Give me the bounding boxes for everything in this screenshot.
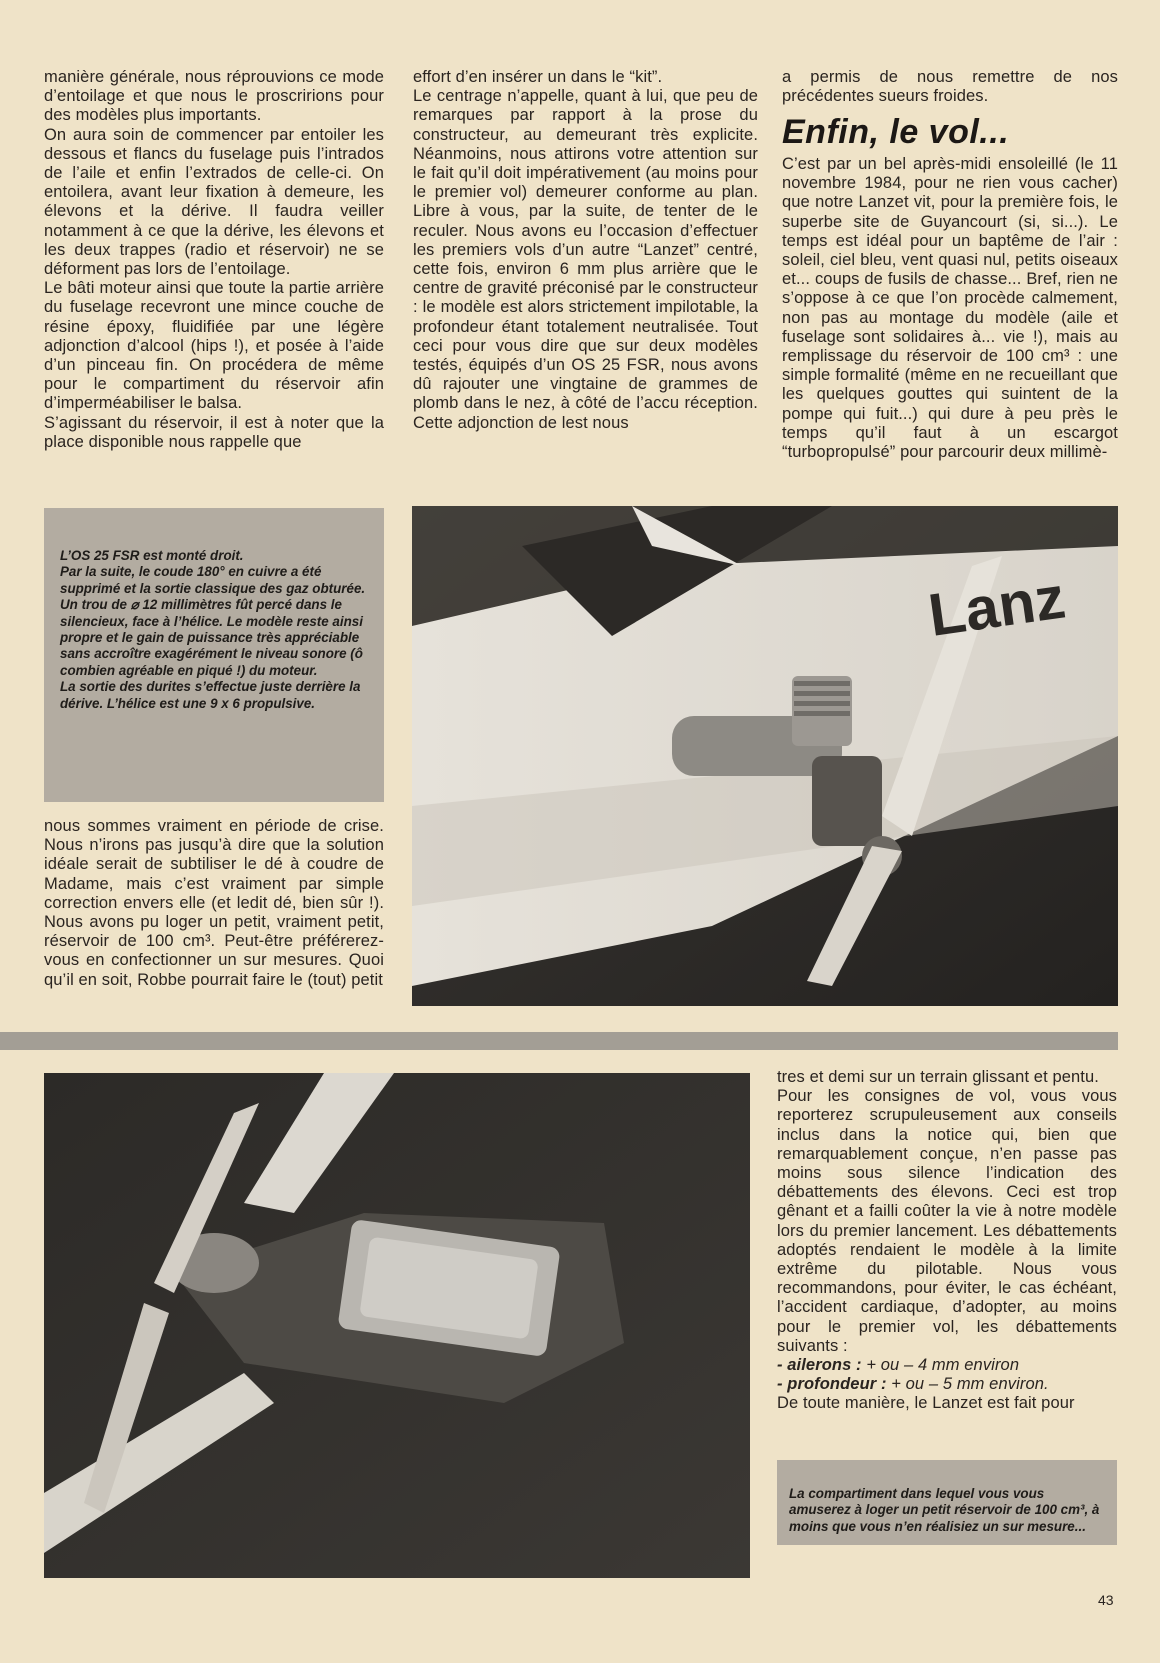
engine-caption-box <box>44 508 384 802</box>
paragraph: Pour les consignes de vol, vous vous reporterez scrupuleusement aux conseils inclus dans la notice qui, bien que remarquablement conçue, n’en passe pas moins sous silence l’indication des débattements des élevons. Ceci est trop gênant et a failli coûter la vie à notre modèle lors du premier lancement. Les débattements adoptés rendaient le modèle à la limite extrême du pilotable. Nous vous recommandons, pour éviter, le cas échéant, l’accident cardiaque, d’adopter, au moins pour le premier vol, les débattements suivants : <box>777 1087 1117 1355</box>
engine-photo-image <box>412 506 1118 1006</box>
text-column-3 <box>782 68 1118 106</box>
section-divider-band <box>0 1032 1118 1050</box>
paragraph: S’agissant du réservoir, il est à noter que la place disponible nous rappelle que <box>44 413 384 451</box>
section-heading: Enfin, le vol... <box>782 113 1010 151</box>
text-column-4 <box>44 817 384 990</box>
page-number: 43 <box>1098 1592 1114 1608</box>
paragraph: manière générale, nous réprouvions ce mode d’entoilage et que nous le proscririons pour des modèles plus importants. <box>44 68 384 125</box>
tank-compartment-photo <box>44 1073 750 1578</box>
setting-value: + ou – 5 mm environ. <box>891 1375 1049 1394</box>
paragraph: De toute manière, le Lanzet est fait pour <box>777 1394 1075 1413</box>
caption-line: L’OS 25 FSR est monté droit. <box>60 548 244 563</box>
paragraph: Le bâti moteur ainsi que toute la partie arrière du fuselage recevront une mince couche de résine époxy, fluidifiée par une légère adjonction d’alcool (hips !), et posée à l’aide d’un pinceau fin. On procédera de même pour le compartiment du réservoir afin d’imperméabiliser le balsa. <box>44 279 384 413</box>
paragraph: tres et demi sur un terrain glissant et pentu. <box>777 1068 1099 1086</box>
engine-photo <box>412 506 1118 1006</box>
paragraph: C’est par un bel après-midi ensoleillé (le 11 novembre 1984, pour ne rien vous cacher) que notre Lanzet vit, pour la première fois, le superbe site de Guyancourt (si, si...). Le temps est idéal pour un baptême de l’air : soleil, ciel bleu, vent quasi nul, petits oiseaux et... coups de fusils de chasse... Bref, rien ne s’oppose à ce que l’on procède calmement, non pas au montage du modèle (aile et fuselage sont solidaires à... vie !), mais au remplissage du réservoir de 100 cm³ : une simple formalité (même en ne recueillant que les quelques gouttes qui suintent de la pompe qui fuit...) qui dure à peu près le temps qu’il faut à un escargot “turbopropulsé” pour parcourir deux millimè- <box>782 155 1118 462</box>
setting-profondeur <box>777 1375 1117 1394</box>
paragraph: On aura soin de commencer par entoiler les dessous et flancs du fuselage puis l’intrados de l’aile et enfin l’extrados de celle-ci. On entoilera, avant leur fixation à demeure, les élevons et la dérive. Il faudra veiller notamment à ce que la dérive, les élevons et les deux trappes (radio et réservoir) ne se déforment pas lors de l’entoilage. <box>44 125 384 279</box>
setting-label: - ailerons : <box>777 1356 862 1375</box>
paragraph: a permis de nous remettre de nos précédentes sueurs froides. <box>782 68 1118 106</box>
paragraph: nous sommes vraiment en période de crise. Nous n’irons pas jusqu’à dire que la solution idéale serait de subtiliser le dé à coudre de Madame, mais c’est vraiment par simple correction envers elle (et ledit dé, bien sûr !). Nous avons pu loger un petit, vraiment petit, réservoir de 100 cm³. Peut-être préférerez-vous en confectionner un sur mesures. Quoi qu’il en soit, Robbe pourrait faire le (tout) petit <box>44 817 384 989</box>
tank-photo-image <box>44 1073 750 1578</box>
setting-value: + ou – 4 mm environ <box>866 1356 1020 1375</box>
paragraph: effort d’en insérer un dans le “kit”. <box>413 68 663 86</box>
paragraph: Le centrage n’appelle, quant à lui, que peu de remarques par rapport à la prose du constructeur, au demeurant très explicite. Néanmoins, nous attirons votre attention sur le fait qu’il doit impérativement (au moins pour le premier vol) demeurer conforme au plan. Libre à vous, par la suite, de tenter de le reculer. Nous avons eu l’occasion d’effectuer les premiers vols d’un autre “Lanzet” centré, cette fois, environ 6 mm plus arrière que le centre de gravité préconisé par le constructeur : le modèle est alors strictement impilotable, la profondeur étant totalement neutralisée. Tout ceci pour vous dire que sur deux modèles testés, équipés d’un OS 25 FSR, nous avons dû rajouter une vingtaine de grammes de plomb dans le nez, à côté de l’accu réception. Cette adjonction de lest nous <box>413 87 758 432</box>
caption-line: La sortie des durites s’effectue juste derrière la dérive. L’hélice est une 9 x 6 propulsive. <box>60 679 361 711</box>
text-column-5 <box>777 1068 1117 1414</box>
setting-label: - profondeur : <box>777 1375 887 1394</box>
caption-line: Par la suite, le coude 180° en cuivre a été supprimé et la sortie classique des gaz obturée. Un trou de ⌀ 12 millimètres fût percé dans le silencieux, face à l’hélice. Le modèle reste ainsi propre et le gain de puissance très appréciable sans accroître exagérément le niveau sonore (ô combien agréable en piqué !) du moteur. <box>60 564 366 678</box>
wing-lettering: Lanz <box>924 563 1070 649</box>
text-column-3-body <box>782 155 1118 462</box>
setting-ailerons <box>777 1356 1117 1375</box>
tank-caption-box <box>777 1460 1117 1545</box>
text-column-2 <box>413 68 758 433</box>
caption-text: La compartiment dans lequel vous vous amuserez à loger un petit réservoir de 100 cm³, à moins que vous n’en réalisiez un sur mesure... <box>789 1486 1100 1534</box>
text-column-1 <box>44 68 384 452</box>
